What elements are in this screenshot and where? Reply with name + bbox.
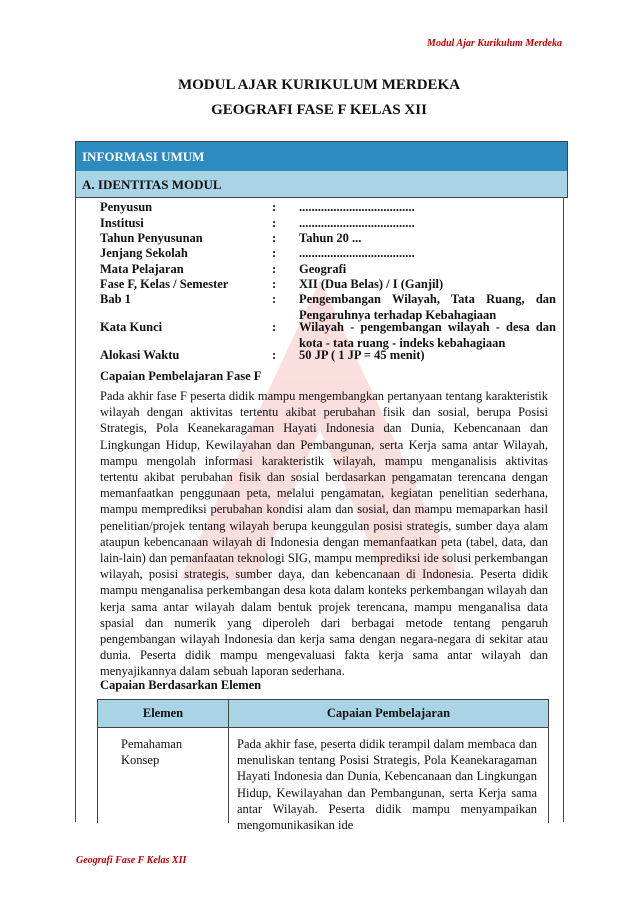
table-header-elemen: Elemen — [98, 700, 229, 728]
section-heading: INFORMASI UMUM — [75, 141, 568, 172]
document-subtitle: GEOGRAFI FASE F KELAS XII — [211, 102, 427, 118]
identity-value: Wilayah - pengembangan wilayah - desa dan kota - tata ruang - indeks kebahagiaan — [299, 320, 556, 350]
identity-colon: : — [272, 292, 277, 306]
document-title: MODUL AJAR KURIKULUM MERDEKA — [177, 77, 461, 93]
identity-key: Tahun Penyusunan — [100, 231, 203, 245]
elemen-table — [97, 699, 549, 833]
identity-key: Bab 1 — [100, 292, 131, 306]
elemen-heading: Capaian Berdasarkan Elemen — [100, 678, 262, 692]
capaian-paragraph: Pada akhir fase F peserta didik mampu mengembangkan pertanyaan tentang karakteristik wilayah dengan aktivitas tertentu akibat perubahan fisik dan sosial, berupa Posisi Strategis, Pola Keanekaragaman Hayati Indonesia dan Dunia, Kebencanaan dan Lingkungan Hidup, Kewilayahan dan Pembangunan, serta Kerja sama antar Wilayah, mampu mengolah informasi karakteristik wilayah, mampu menganalisis aktivitas tertentu akibat perubahan fisik dan sosial berdasarkan pengamatan terencana dengan memanfaatkan penggunaan peta, melalui pengamatan, kegiatan penelitian sederhana, mampu memprediksi perubahan kondisi alam dan sosial, dan mampu memaparkan hasil penelitian/projek tentang wilayah berupa keunggulan posisi strategis, sumber daya alam ataupun kebencanaan wilayah di Indonesia dengan memanfaatkan peta (tabel, data, dan lain-lain) dan pemanfaatan teknologi SIG, mampu memprediksi ide solusi perkembangan wilayah, posisi strategis, sumber daya, dan kebencanaan di Indonesia. Peserta didik mampu menganalisa perkembangan desa kota dalam konteks perkembangan wilayah dan kerja sama antar wilayah dalam bentuk projek terencana, mampu menganalisa data spasial dan numerik yang diperoleh dari berbagai metode tentang pengaruh pengembangan wilayah Indonesia dan kerja sama dengan negara-negara di sekitar atau dunia. Peserta didik mampu mengevaluasi fakta kerja sama antar wilayah dan menyajikannya dalam sebuah laporan sederhana. — [100, 389, 548, 679]
identity-key: Jenjang Sekolah — [100, 246, 188, 260]
identity-key: Kata Kunci — [100, 320, 163, 334]
identity-value: Geografi — [299, 262, 347, 276]
identity-colon: : — [272, 246, 277, 260]
running-footer: Geografi Fase F Kelas XII — [76, 855, 187, 866]
table-cell-capaian: Pada akhir fase, peserta didik terampil dalam membaca dan menuliskan tentang Posisi Strategis, Pola Keanekaragaman Hayati Indonesia dan Dunia, Kebencanaan dan Lingkungan Hidup, Kewilayahan dan Pembangunan, serta Kerja sama antar Wilayah. Peserta didik mampu menyampaikan mengomunikasikan ide — [237, 737, 537, 833]
table-cell-elemen: Pemahaman Konsep — [121, 737, 183, 768]
identity-value: 50 JP ( 1 JP = 45 menit) — [299, 348, 425, 362]
running-header: Modul Ajar Kurikulum Merdeka — [427, 38, 562, 49]
identity-colon: : — [272, 200, 277, 214]
table-divider — [228, 727, 229, 823]
identity-key: Penyusun — [100, 200, 153, 214]
capaian-heading: Capaian Pembelajaran Fase F — [100, 369, 262, 383]
identity-key: Fase F, Kelas / Semester — [100, 277, 229, 291]
identity-key: Mata Pelajaran — [100, 262, 184, 276]
identity-key: Alokasi Waktu — [100, 348, 180, 362]
identity-colon: : — [272, 216, 277, 230]
identity-key: Institusi — [100, 216, 144, 230]
identity-value: Pengembangan Wilayah, Tata Ruang, dan Pengaruhnya terhadap Kebahagiaan — [299, 292, 556, 322]
identity-colon: : — [272, 320, 277, 334]
identity-colon: : — [272, 277, 277, 291]
identity-value: XII (Dua Belas) / I (Ganjil) — [299, 277, 444, 291]
table-header-capaian: Capaian Pembelajaran — [229, 700, 548, 728]
section-subheading: A. IDENTITAS MODUL — [75, 171, 568, 198]
identity-value: Tahun 20 ... — [299, 231, 362, 245]
identity-value: ..................................... — [299, 216, 415, 230]
identity-value: ..................................... — [299, 200, 415, 214]
identity-colon: : — [272, 262, 277, 276]
identity-colon: : — [272, 231, 277, 245]
identity-colon: : — [272, 348, 277, 362]
identity-value: ..................................... — [299, 246, 415, 260]
